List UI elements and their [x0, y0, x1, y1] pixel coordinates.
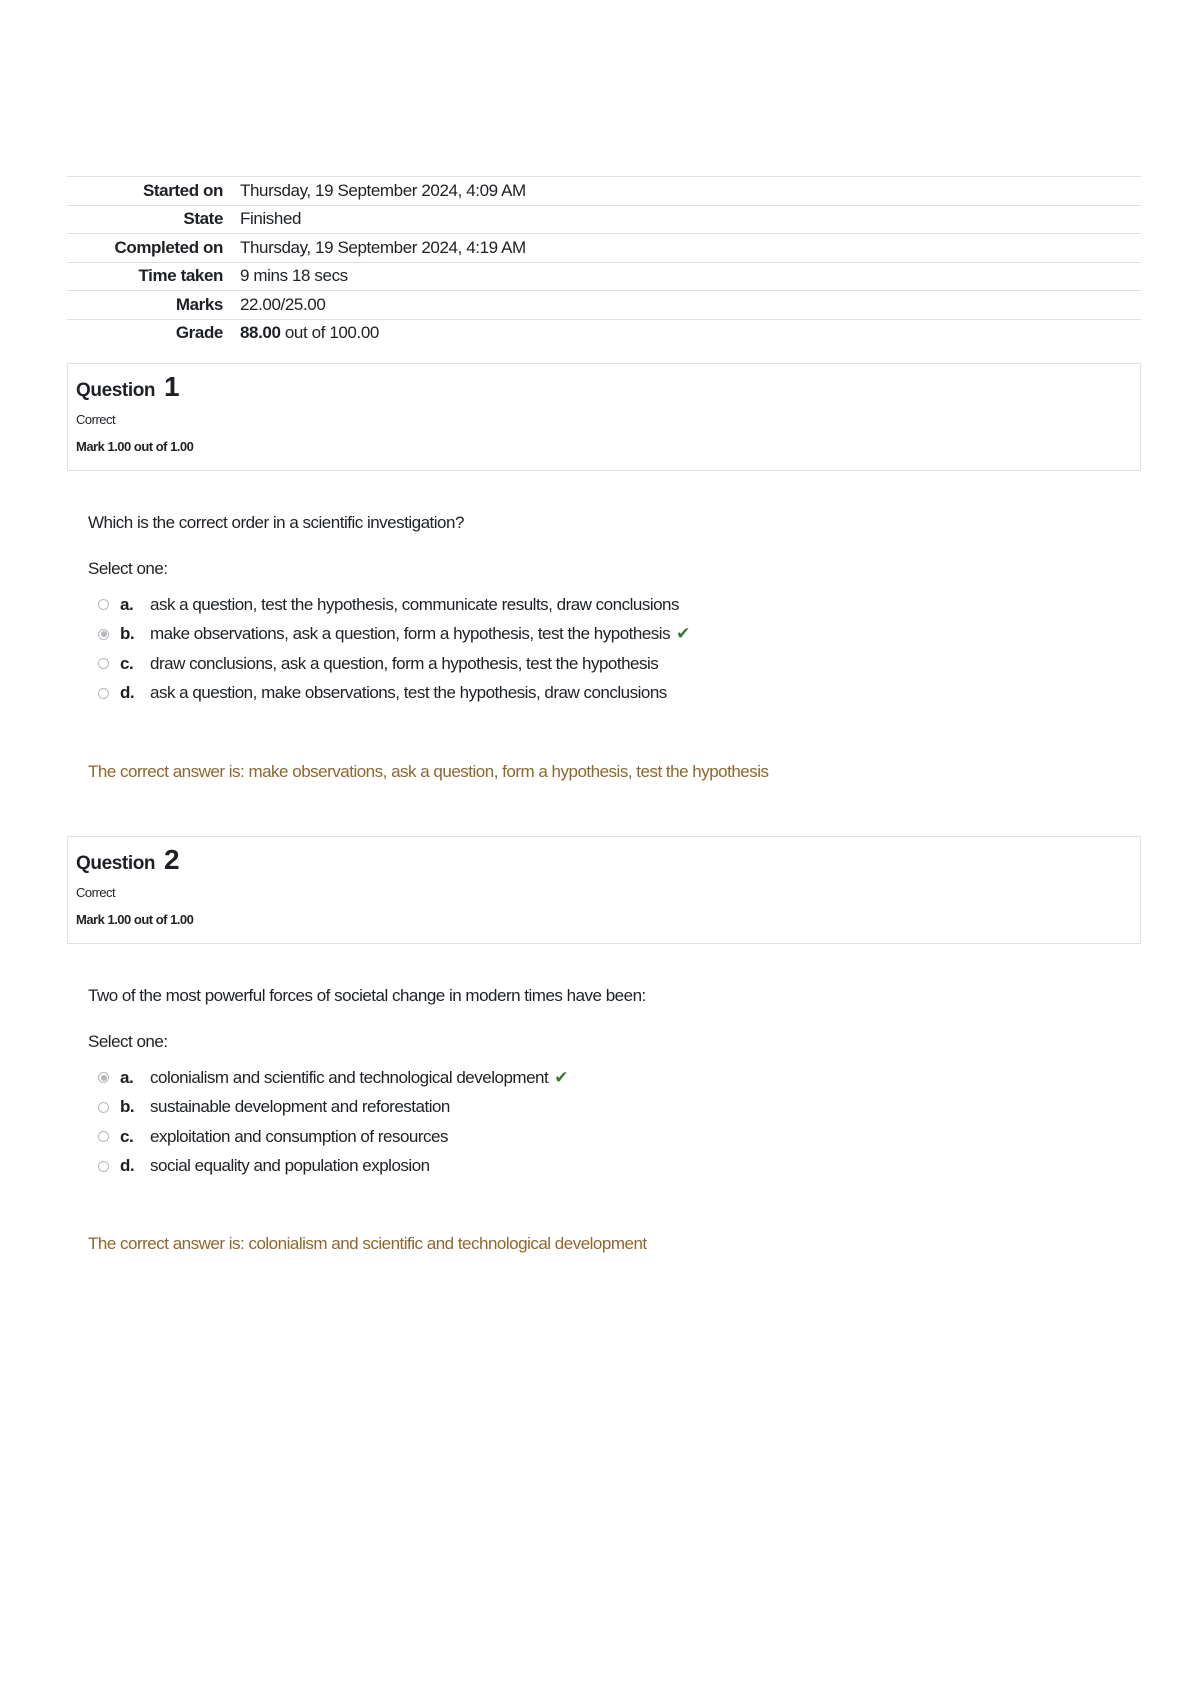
- summary-row-marks: [67, 291, 1141, 320]
- question-state: Correct: [76, 412, 116, 427]
- summary-value: Thursday, 19 September 2024, 4:19 AM: [240, 237, 526, 257]
- question-label: Question: [76, 853, 156, 874]
- radio-button-selected[interactable]: [98, 629, 109, 640]
- select-prompt: Select one:: [88, 1032, 168, 1051]
- answer-text: social equality and population explosion: [150, 1156, 430, 1176]
- answer-text: ask a question, make observations, test the hypothesis, draw conclusions: [150, 683, 667, 703]
- question-label: Question: [76, 380, 156, 401]
- answer-option-a[interactable]: [88, 1063, 1128, 1093]
- summary-label: Marks: [175, 294, 223, 314]
- radio-button[interactable]: [98, 599, 109, 610]
- summary-row-started: [67, 177, 1141, 206]
- grade-out-of: out of 100.00: [280, 323, 379, 343]
- summary-value: 9 mins 18 secs: [240, 266, 348, 286]
- radio-button[interactable]: [98, 658, 109, 669]
- answer-text: ask a question, test the hypothesis, communicate results, draw conclusions: [150, 594, 680, 614]
- question-info-2: [67, 836, 1141, 944]
- answer-option-a[interactable]: [88, 590, 1128, 620]
- summary-label: Grade: [175, 323, 223, 343]
- question-mark: Mark 1.00 out of 1.00: [76, 439, 194, 454]
- summary-label: Completed on: [114, 237, 223, 257]
- answer-letter: d.: [120, 683, 135, 703]
- answer-letter: b.: [120, 1097, 135, 1117]
- answer-text: make observations, ask a question, form a hypothesis, test the hypothesis: [150, 624, 671, 644]
- answer-letter: c.: [120, 1126, 134, 1146]
- answer-list: [88, 1063, 1128, 1181]
- question-title: [76, 845, 1132, 879]
- select-prompt: Select one:: [88, 559, 168, 578]
- question-content-1: [88, 512, 1128, 708]
- summary-value: Thursday, 19 September 2024, 4:09 AM: [240, 180, 526, 200]
- answer-text: colonialism and scientific and technological development: [150, 1067, 549, 1087]
- answer-option-c[interactable]: [88, 649, 1128, 679]
- summary-row-completed: [67, 234, 1141, 263]
- summary-row-time-taken: [67, 262, 1141, 291]
- answer-text: draw conclusions, ask a question, form a hypothesis, test the hypothesis: [150, 653, 659, 673]
- answer-option-c[interactable]: [88, 1122, 1128, 1152]
- question-text: Two of the most powerful forces of societal change in modern times have been:: [88, 986, 646, 1005]
- question-title: [76, 372, 1132, 406]
- summary-value: Finished: [240, 209, 302, 229]
- radio-button-selected[interactable]: [98, 1072, 109, 1083]
- correct-answer-feedback: The correct answer is: make observations, ask a question, form a hypothesis, test the hypothesis: [88, 762, 769, 781]
- summary-value: [223, 319, 1141, 347]
- answer-list: [88, 590, 1128, 708]
- summary-label: Started on: [142, 180, 223, 200]
- question-number: 2: [164, 844, 180, 875]
- radio-button[interactable]: [98, 1102, 109, 1113]
- answer-letter: c.: [120, 653, 134, 673]
- answer-option-d[interactable]: [88, 1152, 1128, 1182]
- correct-answer-feedback: The correct answer is: colonialism and scientific and technological development: [88, 1234, 647, 1253]
- attempt-summary-table: [67, 176, 1141, 347]
- check-icon: ✔: [554, 1067, 568, 1087]
- answer-letter: a.: [120, 1067, 134, 1087]
- check-icon: ✔: [676, 624, 690, 644]
- question-info-1: [67, 363, 1141, 471]
- summary-row-grade: [67, 319, 1141, 347]
- answer-text: sustainable development and reforestation: [150, 1097, 450, 1117]
- answer-option-d[interactable]: [88, 679, 1128, 709]
- answer-letter: a.: [120, 594, 134, 614]
- answer-option-b[interactable]: [88, 620, 1128, 650]
- radio-button[interactable]: [98, 688, 109, 699]
- radio-button[interactable]: [98, 1161, 109, 1172]
- radio-button[interactable]: [98, 1131, 109, 1142]
- summary-label: Time taken: [138, 266, 223, 286]
- summary-value: 22.00/25.00: [240, 294, 326, 314]
- question-state: Correct: [76, 885, 116, 900]
- summary-row-state: [67, 205, 1141, 234]
- grade-value: 88.00: [240, 323, 281, 343]
- question-number: 1: [164, 371, 180, 402]
- answer-letter: d.: [120, 1156, 135, 1176]
- answer-letter: b.: [120, 624, 135, 644]
- question-mark: Mark 1.00 out of 1.00: [76, 912, 194, 927]
- answer-text: exploitation and consumption of resources: [150, 1126, 448, 1146]
- answer-option-b[interactable]: [88, 1093, 1128, 1123]
- question-text: Which is the correct order in a scientific investigation?: [88, 513, 464, 532]
- summary-label: State: [183, 209, 223, 229]
- question-content-2: [88, 985, 1128, 1181]
